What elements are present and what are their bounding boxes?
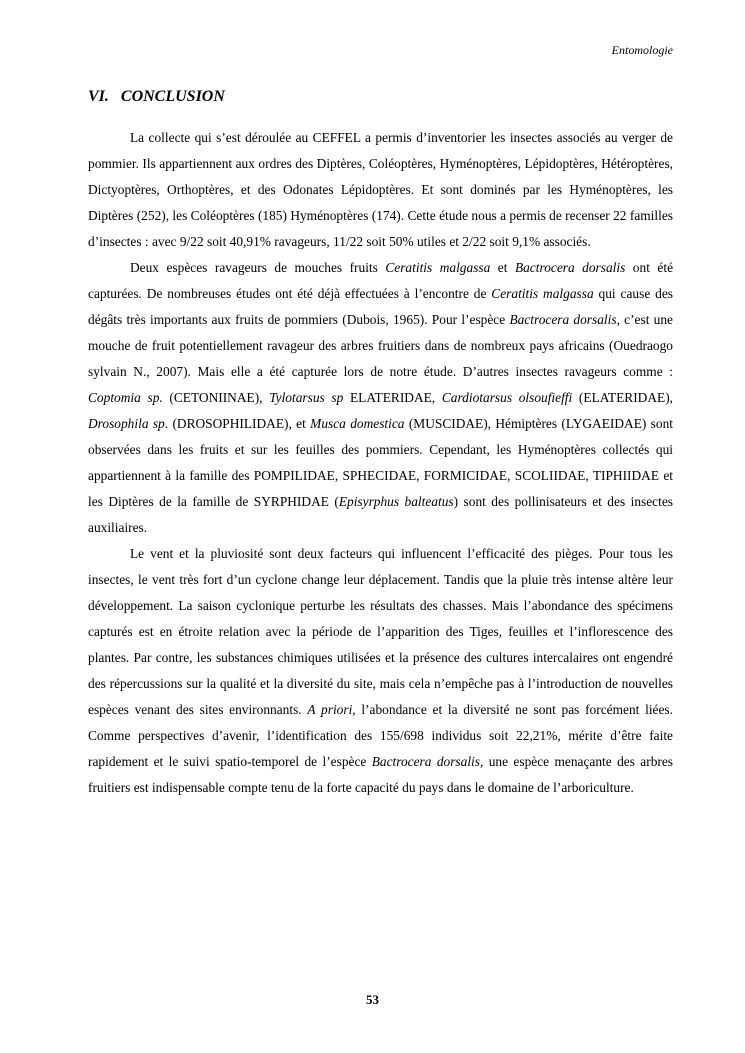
italic-run: Ceratitis malgassa <box>491 286 594 301</box>
italic-run: Drosophila sp <box>88 416 165 431</box>
text-run: (MUSCIDAE), Hémiptères (LYGAEIDAE) sont observées dans les fruits et sur les feuilles des pommiers. Cependant, les Hyménoptères collectés qui appartiennent à la famille des POMPILIDAE, SPHECIDAE, FORMICIDAE, SCOLIIDAE, TIPHIIDAE et les Diptères de la famille de SYRPHIDAE ( <box>88 416 673 509</box>
text-run: (CETONIINAE), <box>162 390 270 405</box>
paragraph <box>88 541 673 801</box>
text-run: . (DROSOPHILIDAE), et <box>164 416 311 431</box>
italic-run: Ceratitis malgassa <box>385 260 491 275</box>
italic-run: Musca domestica <box>310 416 405 431</box>
text-run: , une espèce menaçante des arbres fruitiers est indispensable compte tenu de la forte capacité du pays dans le domaine de l’arboriculture. <box>88 754 674 795</box>
section-title: VI. CONCLUSION <box>88 88 225 105</box>
italic-run: Episyrphus balteatus <box>338 494 454 509</box>
text-run: qui cause des dégâts très importants aux fruits de pommiers (Dubois, 1965). Pour l’espèce <box>88 286 673 327</box>
text-run: Deux espèces ravageurs de mouches fruits <box>130 260 386 275</box>
text-run: La collecte qui s’est déroulée au CEFFEL a permis d’inventorier les insectes associés au verger de pommier. Ils appartiennent aux ordres des Diptères, Coléoptères, Hyménoptères, Lépidoptères, Hétéroptères, Dictyoptères, Orthoptères, et des Odonates Lépidoptères. Et sont dominés par les Hyménoptères, les Diptères (252), les Coléoptères (185) Hyménoptères (174). Cette étude nous a permis de recenser 22 familles d’insectes : avec 9/22 soit 40,91% ravageurs, 11/22 soit 50% utiles et 2/22 soit 9,1% associés. <box>88 130 673 249</box>
italic-run: Cardiotarsus olsoufieffi <box>441 390 573 405</box>
text-run: De nombreuses études ont été déjà effectuées à l’encontre de <box>141 286 492 301</box>
paragraph <box>88 255 673 541</box>
text-run: et <box>490 260 515 275</box>
running-header: Entomologie <box>611 43 673 57</box>
italic-run: Tylotarsus sp <box>269 390 344 405</box>
text-run: Le vent et la pluviosité sont deux facteurs qui influencent l’efficacité des pièges. Pour tous les insectes, le vent très fort d’un cyclone change leur déplacement. Tandis que la pluie très intense altère leur développement. La saison cyclonique perturbe les résultats des chasses. Mais l’abondance des spécimens capturés est en étroite relation avec la période de l’apparition des Tiges, feuilles et l’inflorescence des plantes. Par contre, les substances chimiques utilisées et la présence des cultures intercalaires ont engendré des répercussions sur la qualité et la diversité du site, mais cela n’empêche pas à l’introduction de nouvelles espèces venant des sites environnants. <box>88 546 673 717</box>
italic-run: Bactrocera dorsalis <box>514 260 626 275</box>
italic-run: Bactrocera dorsalis <box>371 754 480 769</box>
italic-run: Coptomia sp. <box>88 390 163 405</box>
text-run: ELATERIDAE, <box>343 390 442 405</box>
italic-run: A priori <box>307 702 353 717</box>
text-run: (ELATERIDAE), <box>572 390 674 405</box>
text-run: , c’est une mouche de fruit potentiellement ravageur des arbres fruitiers dans de nombreux pays africains (Ouedraogo sylvain N., 2007). Mais elle a été capturée lors de notre étude. D’autres insectes ravageurs comme : <box>88 312 674 379</box>
page-number: 53 <box>366 992 379 1007</box>
body-text <box>88 125 673 801</box>
italic-run: . <box>138 286 142 301</box>
italic-run: Bactrocera dorsalis <box>509 312 617 327</box>
text-run: ont été capturées <box>88 260 674 301</box>
text-run: ) sont des pollinisateurs et des insectes auxiliaires. <box>88 494 673 535</box>
paragraph <box>88 125 673 255</box>
text-run: , l’abondance et la diversité ne sont pas forcément liées. Comme perspectives d’avenir, l’identification des 155/698 individus soit 22,21%, mérite d’être faite rapidement et le suivi spatio-temporel de l’espèce <box>88 702 673 769</box>
